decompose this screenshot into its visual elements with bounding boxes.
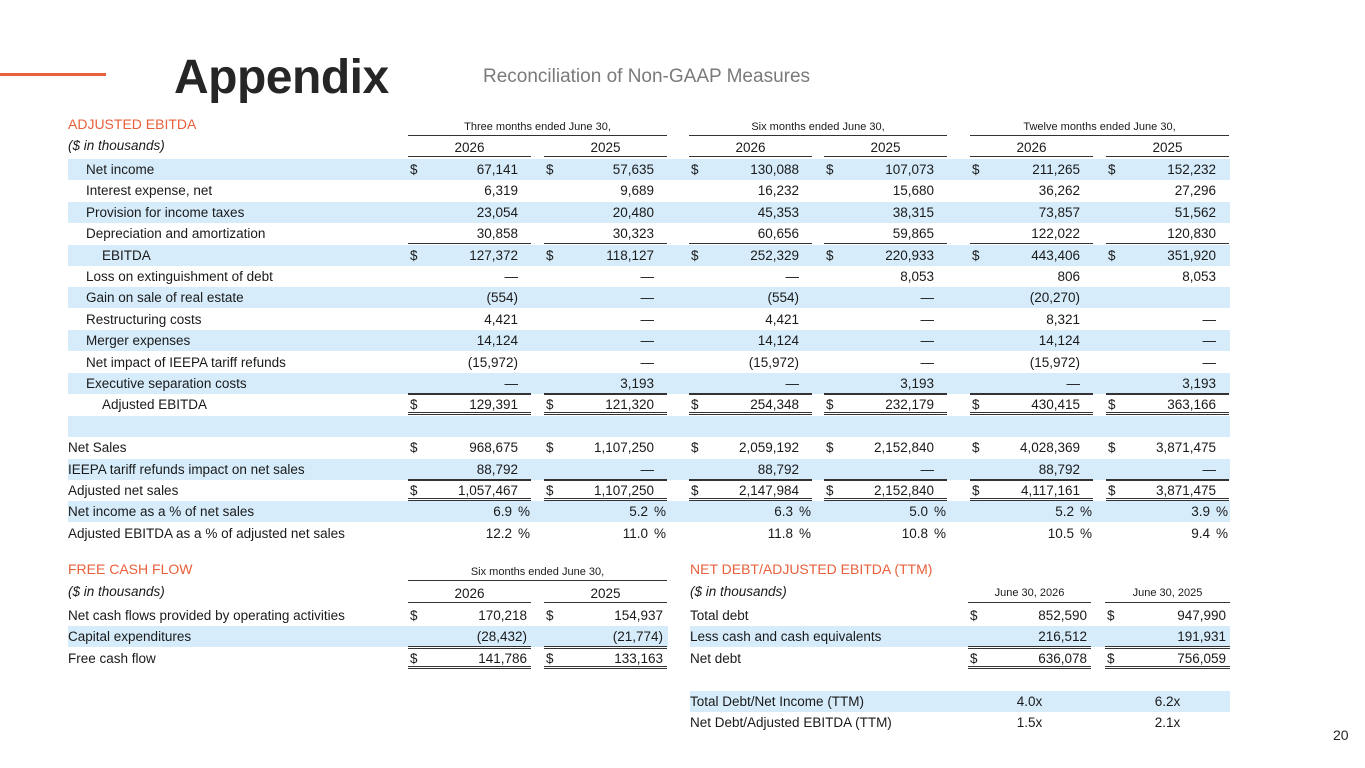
cell-value: 67,141	[476, 162, 518, 177]
row-label: Gain on sale of real estate	[86, 290, 244, 306]
table-row	[68, 180, 1230, 201]
percent-sign: %	[934, 525, 947, 541]
date-header: June 30, 2026	[968, 584, 1091, 603]
table-row	[68, 287, 1230, 308]
dollar-sign: $	[410, 397, 418, 413]
table-row	[68, 648, 668, 669]
year-header: 2025	[1106, 138, 1229, 157]
cell-value: 5.2	[1055, 504, 1074, 520]
cell-value: 2,147,984	[738, 483, 799, 498]
dollar-sign: $	[410, 650, 418, 666]
cell-value: 232,179	[885, 397, 934, 413]
cell-value: 5.0	[909, 504, 928, 520]
table-row	[68, 480, 1230, 501]
units-label: ($ in thousands)	[690, 584, 787, 599]
table-row	[68, 523, 1230, 544]
dollar-sign: $	[826, 397, 834, 413]
cell-value: —	[1202, 311, 1216, 327]
dollar-sign: $	[410, 608, 418, 623]
table-row	[68, 245, 1230, 266]
net-debt-table	[690, 561, 1230, 736]
year-header: 2026	[408, 138, 531, 157]
table-row	[68, 266, 1230, 287]
page-subtitle: Reconciliation of Non-GAAP Measures	[483, 66, 811, 87]
row-label: Less cash and cash equivalents	[690, 629, 882, 645]
section-title-net-debt: NET DEBT/ADJUSTED EBITDA (TTM)	[690, 561, 933, 577]
row-label: Provision for income taxes	[86, 204, 245, 220]
free-cash-flow-table	[68, 561, 668, 671]
cell-value: 1,057,467	[457, 483, 518, 498]
cell-value: 14,124	[476, 333, 518, 349]
cell-value: (554)	[486, 290, 518, 306]
cell-value: (15,972)	[748, 354, 799, 370]
dollar-sign: $	[546, 483, 554, 498]
row-label: Adjusted EBITDA as a % of adjusted net sales	[68, 525, 345, 541]
table-row	[68, 394, 1230, 415]
cell-value: 8,321	[1046, 311, 1080, 327]
row-label: Net Sales	[68, 440, 127, 456]
cell-value: (20,270)	[1029, 290, 1080, 306]
cell-value: 968,675	[469, 440, 518, 456]
dollar-sign: $	[970, 608, 978, 623]
cell-value: 88,792	[1038, 461, 1080, 477]
cell-value: 6.3	[774, 504, 793, 520]
percent-sign: %	[654, 525, 667, 541]
year-header: 2025	[544, 138, 667, 157]
year-header: 2026	[689, 138, 812, 157]
cell-value: (554)	[767, 290, 799, 306]
table-row	[68, 330, 1230, 351]
dollar-sign: $	[410, 440, 418, 456]
section-title-free-cash-flow: FREE CASH FLOW	[68, 561, 193, 577]
cell-value: 122,022	[1031, 226, 1080, 242]
cell-value: —	[920, 461, 934, 477]
row-label: Adjusted net sales	[68, 483, 179, 498]
cell-value: 2,152,840	[873, 440, 934, 456]
cell-value: 30,858	[476, 226, 518, 242]
cell-value: 947,990	[1177, 608, 1226, 623]
row-label: Net impact of IEEPA tariff refunds	[86, 354, 286, 370]
cell-value: 351,920	[1167, 247, 1216, 263]
percent-sign: %	[934, 504, 947, 520]
dollar-sign: $	[546, 608, 554, 623]
cell-value: 152,232	[1167, 162, 1216, 177]
dollar-sign: $	[691, 397, 699, 413]
cell-value: 170,218	[478, 608, 527, 623]
page-title: Appendix	[174, 51, 389, 104]
table-row	[68, 626, 668, 647]
cell-value: 220,933	[885, 247, 934, 263]
cell-value: 12.2	[485, 525, 512, 541]
cell-value: 636,078	[1038, 650, 1087, 666]
ratio-value: 6.2x	[1154, 694, 1181, 709]
cell-value: 216,512	[1038, 629, 1087, 645]
cell-value: 9.4	[1191, 525, 1210, 541]
units-label: ($ in thousands)	[68, 584, 165, 599]
cell-value: 8,053	[900, 269, 934, 284]
dollar-sign: $	[1108, 247, 1116, 263]
cell-value	[544, 416, 654, 437]
cell-value: 2,152,840	[873, 483, 934, 498]
cell-value: 23,054	[476, 204, 518, 220]
cell-value: 1,107,250	[593, 483, 654, 498]
cell-value: 15,680	[892, 183, 934, 199]
dollar-sign: $	[691, 162, 699, 177]
cell-value: 806	[1057, 269, 1080, 284]
table-row	[68, 416, 1230, 437]
cell-value: 45,353	[757, 204, 799, 220]
cell-value: 51,562	[1174, 204, 1216, 220]
cell-value	[408, 416, 518, 437]
cell-value: 88,792	[476, 461, 518, 477]
dollar-sign: $	[546, 247, 554, 263]
cell-value: 130,088	[750, 162, 799, 177]
table-row	[68, 309, 1230, 330]
percent-sign: %	[518, 525, 531, 541]
cell-value: 254,348	[750, 397, 799, 413]
dollar-sign: $	[1108, 397, 1116, 413]
row-label: Net income	[86, 162, 155, 177]
cell-value: (28,432)	[476, 629, 527, 645]
cell-value: 129,391	[469, 397, 518, 413]
dollar-sign: $	[546, 650, 554, 666]
adjusted-ebitda-table	[68, 116, 1230, 546]
section-title-adjusted-ebitda: ADJUSTED EBITDA	[68, 116, 197, 132]
dollar-sign: $	[826, 483, 834, 498]
year-header: 2026	[408, 584, 531, 603]
cell-value: 430,415	[1031, 397, 1080, 413]
row-label: Free cash flow	[68, 650, 156, 666]
cell-value: 3,193	[620, 376, 654, 391]
cell-value: —	[640, 461, 654, 477]
cell-value: 852,590	[1038, 608, 1087, 623]
cell-value: 57,635	[612, 162, 654, 177]
cell-value: 9,689	[620, 183, 654, 199]
cell-value	[824, 416, 934, 437]
cell-value: 107,073	[885, 162, 934, 177]
cell-value: —	[1066, 376, 1080, 391]
dollar-sign: $	[1107, 608, 1115, 623]
cell-value: —	[504, 376, 518, 391]
ratio-value: 4.0x	[1016, 694, 1043, 709]
cell-value: 443,406	[1031, 247, 1080, 263]
accent-line	[0, 73, 106, 76]
table-row	[68, 373, 1230, 394]
dollar-sign: $	[1108, 162, 1116, 177]
period-header: Twelve months ended June 30,	[970, 120, 1229, 136]
dollar-sign: $	[826, 247, 834, 263]
dollar-sign: $	[1107, 650, 1115, 666]
cell-value: —	[504, 269, 518, 284]
table-row	[68, 352, 1230, 373]
cell-value: 3,193	[900, 376, 934, 391]
cell-value: 11.0	[622, 525, 648, 541]
cell-value: 118,127	[606, 247, 654, 263]
percent-sign: %	[1216, 504, 1229, 520]
row-label: Net Debt/Adjusted EBITDA (TTM)	[690, 715, 892, 731]
table-row	[690, 712, 1230, 733]
cell-value: 27,296	[1174, 183, 1216, 199]
cell-value: —	[640, 290, 654, 306]
cell-value	[1106, 416, 1216, 437]
row-label: Interest expense, net	[86, 183, 213, 199]
row-label: IEEPA tariff refunds impact on net sales	[68, 461, 305, 477]
cell-value: 3,193	[1182, 376, 1216, 391]
cell-value: —	[1202, 333, 1216, 349]
percent-sign: %	[1080, 504, 1093, 520]
cell-value: 127,372	[469, 247, 518, 263]
table-row	[690, 648, 1230, 669]
period-header: Six months ended June 30,	[689, 120, 947, 136]
row-label: Merger expenses	[86, 333, 191, 349]
cell-value: 10.5	[1047, 525, 1074, 541]
cell-value: 8,053	[1182, 269, 1216, 284]
row-label: Executive separation costs	[86, 376, 247, 391]
dollar-sign: $	[826, 162, 834, 177]
cell-value: 88,792	[757, 461, 799, 477]
dollar-sign: $	[972, 162, 980, 177]
page-number: 20	[1333, 727, 1349, 743]
row-label: Restructuring costs	[86, 311, 202, 327]
percent-sign: %	[799, 525, 812, 541]
year-header: 2026	[970, 138, 1093, 157]
cell-value: —	[785, 269, 799, 284]
period-header: Three months ended June 30,	[408, 120, 667, 136]
dollar-sign: $	[691, 247, 699, 263]
table-row	[68, 202, 1230, 223]
cell-value: 38,315	[892, 204, 934, 220]
cell-value: 3.9	[1191, 504, 1210, 520]
cell-value: 20,480	[612, 204, 654, 220]
cell-value: —	[920, 354, 934, 370]
cell-value: (15,972)	[467, 354, 518, 370]
cell-value: 252,329	[750, 247, 799, 263]
cell-value: 211,265	[1032, 162, 1080, 177]
percent-sign: %	[799, 504, 812, 520]
row-label: Net debt	[690, 650, 742, 666]
cell-value: 756,059	[1177, 650, 1226, 666]
cell-value: 120,830	[1167, 226, 1216, 242]
table-row	[68, 223, 1230, 244]
date-header: June 30, 2025	[1105, 584, 1230, 603]
table-row	[68, 501, 1230, 522]
cell-value: —	[640, 354, 654, 370]
dollar-sign: $	[972, 440, 980, 456]
percent-sign: %	[1216, 525, 1229, 541]
cell-value	[1106, 287, 1216, 308]
table-row	[68, 459, 1230, 480]
row-label: Loss on extinguishment of debt	[86, 269, 273, 284]
cell-value: 6,319	[484, 183, 518, 199]
cell-value: 4,117,161	[1020, 483, 1080, 498]
cell-value: 14,124	[757, 333, 799, 349]
cell-value: 16,232	[757, 183, 799, 199]
cell-value: 14,124	[1038, 333, 1080, 349]
cell-value	[970, 416, 1080, 437]
units-label: ($ in thousands)	[68, 138, 165, 153]
dollar-sign: $	[972, 397, 980, 413]
year-header: 2025	[544, 584, 667, 603]
row-label: Total Debt/Net Income (TTM)	[690, 694, 865, 709]
dollar-sign: $	[410, 247, 418, 263]
cell-value: 59,865	[892, 226, 934, 242]
cell-value: 141,786	[478, 650, 527, 666]
row-label: Net income as a % of net sales	[68, 504, 255, 520]
cell-value	[689, 416, 799, 437]
cell-value: 4,421	[484, 311, 518, 327]
cell-value: —	[640, 311, 654, 327]
cell-value: —	[1202, 461, 1216, 477]
percent-sign: %	[1080, 525, 1093, 541]
cell-value: (21,774)	[612, 629, 663, 645]
table-row	[68, 605, 668, 626]
cell-value: 10.8	[901, 525, 928, 541]
cell-value: 133,163	[614, 650, 663, 666]
cell-value: —	[920, 290, 934, 306]
dollar-sign: $	[1108, 440, 1116, 456]
row-label: Total debt	[690, 608, 749, 623]
period-header: Six months ended June 30,	[408, 565, 667, 581]
dollar-sign: $	[972, 247, 980, 263]
ratio-value: 2.1x	[1154, 715, 1181, 731]
cell-value: —	[640, 333, 654, 349]
dollar-sign: $	[691, 483, 699, 498]
cell-value: —	[785, 376, 799, 391]
row-label: Adjusted EBITDA	[102, 397, 208, 413]
cell-value: —	[640, 269, 654, 284]
dollar-sign: $	[1108, 483, 1116, 498]
cell-value: —	[920, 333, 934, 349]
cell-value: 3,871,475	[1155, 483, 1216, 498]
table-row	[690, 626, 1230, 647]
cell-value: 4,028,369	[1019, 440, 1080, 456]
percent-sign: %	[654, 504, 667, 520]
cell-value: 6.9	[493, 504, 512, 520]
dollar-sign: $	[546, 440, 554, 456]
table-row	[690, 605, 1230, 626]
cell-value: 4,421	[765, 311, 799, 327]
cell-value: 3,871,475	[1155, 440, 1216, 456]
dollar-sign: $	[410, 162, 418, 177]
dollar-sign: $	[972, 483, 980, 498]
dollar-sign: $	[691, 440, 699, 456]
dollar-sign: $	[410, 483, 418, 498]
row-label: EBITDA	[102, 247, 151, 263]
table-row	[68, 437, 1230, 458]
ratio-value: 1.5x	[1016, 715, 1043, 731]
cell-value: 154,937	[614, 608, 663, 623]
cell-value: 2,059,192	[738, 440, 799, 456]
dollar-sign: $	[546, 162, 554, 177]
cell-value: 73,857	[1038, 204, 1080, 220]
table-row	[690, 691, 1230, 712]
cell-value: —	[1202, 354, 1216, 370]
cell-value: (15,972)	[1029, 354, 1080, 370]
row-label: Capital expenditures	[68, 629, 192, 645]
percent-sign: %	[518, 504, 531, 520]
row-label: Net cash flows provided by operating activities	[68, 608, 345, 623]
cell-value: 5.2	[629, 504, 648, 520]
cell-value: 30,323	[612, 226, 654, 242]
table-row	[68, 159, 1230, 180]
cell-value: 11.8	[767, 525, 793, 541]
dollar-sign: $	[970, 650, 978, 666]
year-header: 2025	[824, 138, 947, 157]
dollar-sign: $	[546, 397, 554, 413]
cell-value: 1,107,250	[593, 440, 654, 456]
dollar-sign: $	[826, 440, 834, 456]
cell-value: 60,656	[757, 226, 799, 242]
cell-value: 121,320	[605, 397, 654, 413]
cell-value: —	[920, 311, 934, 327]
row-label: Depreciation and amortization	[86, 226, 266, 242]
cell-value: 191,931	[1177, 629, 1226, 645]
cell-value: 363,166	[1167, 397, 1216, 413]
cell-value: 36,262	[1038, 183, 1080, 199]
